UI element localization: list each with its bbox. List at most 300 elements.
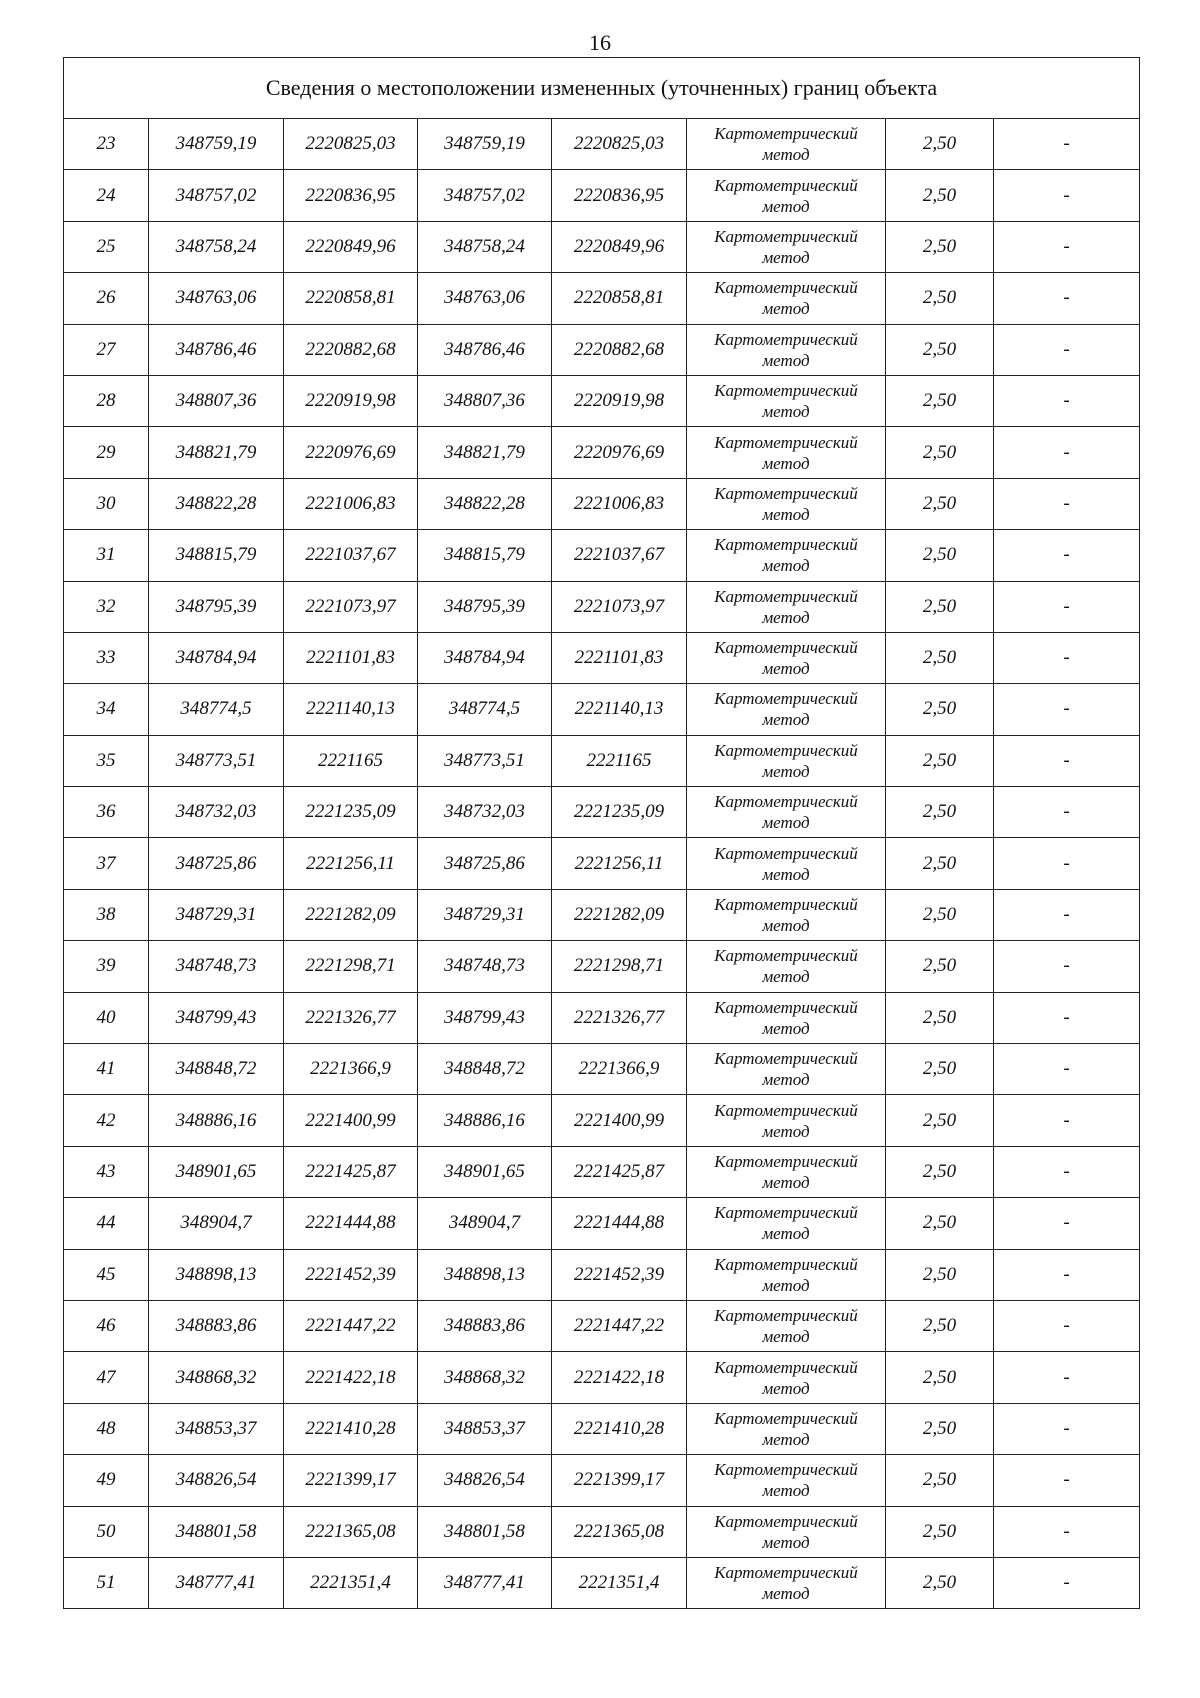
method-line-1: Картометрический	[714, 329, 858, 349]
table-row	[64, 787, 1140, 838]
table-row	[64, 1249, 1140, 1300]
description-cell: -	[994, 478, 1140, 529]
existing-y-cell: 2221037,67	[284, 530, 418, 581]
new-x-cell: 348759,19	[418, 119, 552, 170]
point-number-cell: 45	[64, 1249, 149, 1300]
method-line-2: метод	[762, 247, 810, 267]
existing-x-cell: 348848,72	[149, 1044, 284, 1095]
method-line-1: Картометрический	[714, 1460, 858, 1480]
point-number-cell: 41	[64, 1044, 149, 1095]
new-x-cell: 348774,5	[418, 684, 552, 735]
accuracy-cell: 2,50	[886, 530, 994, 581]
existing-x-cell: 348826,54	[149, 1455, 284, 1506]
method-cell	[687, 735, 886, 786]
existing-x-cell: 348795,39	[149, 581, 284, 632]
accuracy-cell: 2,50	[886, 1455, 994, 1506]
new-x-cell: 348901,65	[418, 1146, 552, 1197]
accuracy-cell: 2,50	[886, 1557, 994, 1608]
method-cell	[687, 787, 886, 838]
description-cell: -	[994, 170, 1140, 221]
method-line-1: Картометрический	[714, 997, 858, 1017]
description-cell: -	[994, 1557, 1140, 1608]
table-row	[64, 221, 1140, 272]
existing-x-cell: 348786,46	[149, 324, 284, 375]
new-x-cell: 348883,86	[418, 1300, 552, 1351]
existing-y-cell: 2221282,09	[284, 889, 418, 940]
table-row	[64, 478, 1140, 529]
existing-x-cell: 348904,7	[149, 1198, 284, 1249]
method-line-2: метод	[762, 1532, 810, 1552]
table-row	[64, 1300, 1140, 1351]
new-y-cell: 2221366,9	[552, 1044, 687, 1095]
new-y-cell: 2220919,98	[552, 375, 687, 426]
existing-y-cell: 2220858,81	[284, 273, 418, 324]
method-line-2: метод	[762, 607, 810, 627]
description-cell: -	[994, 684, 1140, 735]
accuracy-cell: 2,50	[886, 427, 994, 478]
method-cell	[687, 1455, 886, 1506]
method-line-1: Картометрический	[714, 586, 858, 606]
table-body	[64, 119, 1140, 1609]
table-row	[64, 273, 1140, 324]
existing-y-cell: 2221256,11	[284, 838, 418, 889]
description-cell: -	[994, 221, 1140, 272]
new-y-cell: 2221444,88	[552, 1198, 687, 1249]
new-y-cell: 2221165	[552, 735, 687, 786]
description-cell: -	[994, 735, 1140, 786]
point-number-cell: 26	[64, 273, 149, 324]
point-number-cell: 39	[64, 941, 149, 992]
method-line-2: метод	[762, 1378, 810, 1398]
existing-x-cell: 348822,28	[149, 478, 284, 529]
new-y-cell: 2221399,17	[552, 1455, 687, 1506]
table-row	[64, 838, 1140, 889]
new-x-cell: 348732,03	[418, 787, 552, 838]
method-cell	[687, 684, 886, 735]
new-x-cell: 348725,86	[418, 838, 552, 889]
method-cell	[687, 221, 886, 272]
table-row	[64, 1095, 1140, 1146]
existing-x-cell: 348898,13	[149, 1249, 284, 1300]
point-number-cell: 49	[64, 1455, 149, 1506]
point-number-cell: 47	[64, 1352, 149, 1403]
existing-y-cell: 2221326,77	[284, 992, 418, 1043]
method-cell	[687, 530, 886, 581]
table-row	[64, 735, 1140, 786]
point-number-cell: 46	[64, 1300, 149, 1351]
method-cell	[687, 1300, 886, 1351]
existing-y-cell: 2221399,17	[284, 1455, 418, 1506]
method-line-1: Картометрический	[714, 535, 858, 555]
accuracy-cell: 2,50	[886, 478, 994, 529]
method-line-2: метод	[762, 1429, 810, 1449]
existing-x-cell: 348729,31	[149, 889, 284, 940]
accuracy-cell: 2,50	[886, 889, 994, 940]
point-number-cell: 42	[64, 1095, 149, 1146]
point-number-cell: 38	[64, 889, 149, 940]
description-cell: -	[994, 838, 1140, 889]
existing-x-cell: 348853,37	[149, 1403, 284, 1454]
existing-x-cell: 348759,19	[149, 119, 284, 170]
method-cell	[687, 992, 886, 1043]
point-number-cell: 33	[64, 632, 149, 683]
method-line-2: метод	[762, 145, 810, 165]
method-line-1: Картометрический	[714, 124, 858, 144]
accuracy-cell: 2,50	[886, 273, 994, 324]
method-cell	[687, 889, 886, 940]
accuracy-cell: 2,50	[886, 1300, 994, 1351]
method-line-2: метод	[762, 299, 810, 319]
method-line-2: метод	[762, 761, 810, 781]
table-row	[64, 119, 1140, 170]
point-number-cell: 48	[64, 1403, 149, 1454]
existing-y-cell: 2221365,08	[284, 1506, 418, 1557]
method-cell	[687, 478, 886, 529]
existing-x-cell: 348901,65	[149, 1146, 284, 1197]
existing-y-cell: 2221447,22	[284, 1300, 418, 1351]
new-y-cell: 2221298,71	[552, 941, 687, 992]
accuracy-cell: 2,50	[886, 1095, 994, 1146]
new-x-cell: 348784,94	[418, 632, 552, 683]
method-line-2: метод	[762, 1481, 810, 1501]
method-line-2: метод	[762, 196, 810, 216]
description-cell: -	[994, 1249, 1140, 1300]
method-line-1: Картометрический	[714, 483, 858, 503]
point-number-cell: 50	[64, 1506, 149, 1557]
new-y-cell: 2221282,09	[552, 889, 687, 940]
point-number-cell: 40	[64, 992, 149, 1043]
new-y-cell: 2220825,03	[552, 119, 687, 170]
description-cell: -	[994, 1300, 1140, 1351]
description-cell: -	[994, 581, 1140, 632]
new-y-cell: 2221400,99	[552, 1095, 687, 1146]
description-cell: -	[994, 273, 1140, 324]
method-line-2: метод	[762, 1275, 810, 1295]
method-line-2: метод	[762, 916, 810, 936]
new-x-cell: 348795,39	[418, 581, 552, 632]
method-line-1: Картометрический	[714, 1563, 858, 1583]
existing-x-cell: 348725,86	[149, 838, 284, 889]
new-y-cell: 2221425,87	[552, 1146, 687, 1197]
existing-x-cell: 348774,5	[149, 684, 284, 735]
existing-x-cell: 348773,51	[149, 735, 284, 786]
method-line-1: Картометрический	[714, 689, 858, 709]
method-cell	[687, 1044, 886, 1095]
accuracy-cell: 2,50	[886, 1403, 994, 1454]
method-line-2: метод	[762, 1070, 810, 1090]
existing-x-cell: 348883,86	[149, 1300, 284, 1351]
new-x-cell: 348853,37	[418, 1403, 552, 1454]
method-cell	[687, 170, 886, 221]
table-row	[64, 375, 1140, 426]
existing-x-cell: 348758,24	[149, 221, 284, 272]
existing-y-cell: 2221452,39	[284, 1249, 418, 1300]
point-number-cell: 25	[64, 221, 149, 272]
accuracy-cell: 2,50	[886, 787, 994, 838]
description-cell: -	[994, 427, 1140, 478]
method-line-2: метод	[762, 659, 810, 679]
point-number-cell: 28	[64, 375, 149, 426]
description-cell: -	[994, 889, 1140, 940]
existing-y-cell: 2221410,28	[284, 1403, 418, 1454]
new-x-cell: 348777,41	[418, 1557, 552, 1608]
existing-x-cell: 348748,73	[149, 941, 284, 992]
existing-x-cell: 348807,36	[149, 375, 284, 426]
existing-x-cell: 348777,41	[149, 1557, 284, 1608]
accuracy-cell: 2,50	[886, 375, 994, 426]
table-row	[64, 889, 1140, 940]
existing-x-cell: 348763,06	[149, 273, 284, 324]
point-number-cell: 31	[64, 530, 149, 581]
table-row	[64, 530, 1140, 581]
new-x-cell: 348868,32	[418, 1352, 552, 1403]
existing-y-cell: 2221351,4	[284, 1557, 418, 1608]
accuracy-cell: 2,50	[886, 1506, 994, 1557]
new-y-cell: 2220849,96	[552, 221, 687, 272]
table-row	[64, 1198, 1140, 1249]
method-cell	[687, 838, 886, 889]
existing-x-cell: 348868,32	[149, 1352, 284, 1403]
table-row	[64, 581, 1140, 632]
table-row	[64, 1455, 1140, 1506]
accuracy-cell: 2,50	[886, 170, 994, 221]
new-y-cell: 2221256,11	[552, 838, 687, 889]
method-line-1: Картометрический	[714, 843, 858, 863]
new-y-cell: 2221140,13	[552, 684, 687, 735]
new-y-cell: 2221447,22	[552, 1300, 687, 1351]
new-y-cell: 2221235,09	[552, 787, 687, 838]
table-row	[64, 1146, 1140, 1197]
method-cell	[687, 1249, 886, 1300]
existing-y-cell: 2220825,03	[284, 119, 418, 170]
method-cell	[687, 273, 886, 324]
existing-y-cell: 2220976,69	[284, 427, 418, 478]
point-number-cell: 44	[64, 1198, 149, 1249]
new-x-cell: 348821,79	[418, 427, 552, 478]
new-y-cell: 2220882,68	[552, 324, 687, 375]
method-cell	[687, 632, 886, 683]
existing-x-cell: 348815,79	[149, 530, 284, 581]
method-cell	[687, 1506, 886, 1557]
new-y-cell: 2220976,69	[552, 427, 687, 478]
accuracy-cell: 2,50	[886, 221, 994, 272]
new-y-cell: 2221351,4	[552, 1557, 687, 1608]
existing-x-cell: 348784,94	[149, 632, 284, 683]
page-number: 16	[589, 30, 611, 55]
accuracy-cell: 2,50	[886, 1146, 994, 1197]
accuracy-cell: 2,50	[886, 735, 994, 786]
method-line-1: Картометрический	[714, 1100, 858, 1120]
description-cell: -	[994, 632, 1140, 683]
new-x-cell: 348904,7	[418, 1198, 552, 1249]
new-y-cell: 2221452,39	[552, 1249, 687, 1300]
description-cell: -	[994, 119, 1140, 170]
table-caption: Сведения о местоположении измененных (уточненных) границ объекта	[64, 58, 1140, 119]
method-cell	[687, 581, 886, 632]
new-y-cell: 2221422,18	[552, 1352, 687, 1403]
description-cell: -	[994, 1403, 1140, 1454]
existing-y-cell: 2221235,09	[284, 787, 418, 838]
method-line-1: Картометрический	[714, 1357, 858, 1377]
description-cell: -	[994, 1146, 1140, 1197]
new-y-cell: 2221073,97	[552, 581, 687, 632]
existing-x-cell: 348757,02	[149, 170, 284, 221]
method-cell	[687, 1352, 886, 1403]
description-cell: -	[994, 1352, 1140, 1403]
table-row	[64, 1506, 1140, 1557]
method-cell	[687, 427, 886, 478]
point-number-cell: 35	[64, 735, 149, 786]
method-cell	[687, 119, 886, 170]
new-x-cell: 348757,02	[418, 170, 552, 221]
method-line-1: Картометрический	[714, 1152, 858, 1171]
new-x-cell: 348773,51	[418, 735, 552, 786]
description-cell: -	[994, 1506, 1140, 1557]
method-cell	[687, 941, 886, 992]
method-cell	[687, 1403, 886, 1454]
new-y-cell: 2220858,81	[552, 273, 687, 324]
method-line-2: метод	[762, 1173, 810, 1192]
existing-y-cell: 2221422,18	[284, 1352, 418, 1403]
method-line-2: метод	[762, 504, 810, 524]
existing-y-cell: 2220836,95	[284, 170, 418, 221]
new-x-cell: 348786,46	[418, 324, 552, 375]
method-line-2: метод	[762, 402, 810, 422]
method-line-2: метод	[762, 1584, 810, 1604]
description-cell: -	[994, 1095, 1140, 1146]
existing-y-cell: 2221400,99	[284, 1095, 418, 1146]
method-line-1: Картометрический	[714, 946, 858, 966]
accuracy-cell: 2,50	[886, 838, 994, 889]
method-line-2: метод	[762, 1224, 810, 1244]
new-x-cell: 348763,06	[418, 273, 552, 324]
method-line-2: метод	[762, 864, 810, 884]
method-line-1: Картометрический	[714, 278, 858, 298]
new-y-cell: 2220836,95	[552, 170, 687, 221]
method-line-1: Картометрический	[714, 1306, 858, 1326]
method-line-2: метод	[762, 813, 810, 833]
method-cell	[687, 375, 886, 426]
accuracy-cell: 2,50	[886, 1352, 994, 1403]
method-cell	[687, 1557, 886, 1608]
new-x-cell: 348799,43	[418, 992, 552, 1043]
existing-y-cell: 2221140,13	[284, 684, 418, 735]
method-line-1: Картометрический	[714, 381, 858, 401]
existing-y-cell: 2221165	[284, 735, 418, 786]
accuracy-cell: 2,50	[886, 324, 994, 375]
existing-x-cell: 348801,58	[149, 1506, 284, 1557]
description-cell: -	[994, 992, 1140, 1043]
accuracy-cell: 2,50	[886, 632, 994, 683]
existing-y-cell: 2221101,83	[284, 632, 418, 683]
point-number-cell: 29	[64, 427, 149, 478]
method-line-1: Картометрический	[714, 1511, 858, 1531]
method-line-2: метод	[762, 967, 810, 987]
table-row	[64, 1557, 1140, 1608]
method-line-1: Картометрический	[714, 175, 858, 195]
table-row	[64, 1403, 1140, 1454]
new-y-cell: 2221326,77	[552, 992, 687, 1043]
point-number-cell: 37	[64, 838, 149, 889]
method-line-2: метод	[762, 1327, 810, 1347]
point-number-cell: 34	[64, 684, 149, 735]
description-cell: -	[994, 324, 1140, 375]
method-cell	[687, 324, 886, 375]
description-cell: -	[994, 787, 1140, 838]
new-x-cell: 348748,73	[418, 941, 552, 992]
point-number-cell: 24	[64, 170, 149, 221]
table-row	[64, 632, 1140, 683]
description-cell: -	[994, 1044, 1140, 1095]
existing-x-cell: 348732,03	[149, 787, 284, 838]
accuracy-cell: 2,50	[886, 581, 994, 632]
method-line-2: метод	[762, 350, 810, 370]
new-x-cell: 348758,24	[418, 221, 552, 272]
new-x-cell: 348807,36	[418, 375, 552, 426]
new-x-cell: 348898,13	[418, 1249, 552, 1300]
new-y-cell: 2221101,83	[552, 632, 687, 683]
table-row	[64, 684, 1140, 735]
new-y-cell: 2221006,83	[552, 478, 687, 529]
method-line-2: метод	[762, 453, 810, 473]
table-row	[64, 170, 1140, 221]
accuracy-cell: 2,50	[886, 1198, 994, 1249]
existing-y-cell: 2221073,97	[284, 581, 418, 632]
new-x-cell: 348729,31	[418, 889, 552, 940]
point-number-cell: 51	[64, 1557, 149, 1608]
existing-y-cell: 2221006,83	[284, 478, 418, 529]
method-line-1: Картометрический	[714, 1049, 858, 1069]
new-x-cell: 348815,79	[418, 530, 552, 581]
method-line-2: метод	[762, 1018, 810, 1038]
existing-y-cell: 2220849,96	[284, 221, 418, 272]
method-line-1: Картометрический	[714, 1254, 858, 1274]
accuracy-cell: 2,50	[886, 1249, 994, 1300]
new-y-cell: 2221410,28	[552, 1403, 687, 1454]
new-x-cell: 348801,58	[418, 1506, 552, 1557]
new-x-cell: 348822,28	[418, 478, 552, 529]
point-number-cell: 27	[64, 324, 149, 375]
method-line-1: Картометрический	[714, 792, 858, 812]
method-line-1: Картометрический	[714, 895, 858, 915]
description-cell: -	[994, 375, 1140, 426]
method-line-1: Картометрический	[714, 1203, 858, 1223]
new-x-cell: 348886,16	[418, 1095, 552, 1146]
point-number-cell: 23	[64, 119, 149, 170]
existing-y-cell: 2221298,71	[284, 941, 418, 992]
point-number-cell: 36	[64, 787, 149, 838]
new-x-cell: 348826,54	[418, 1455, 552, 1506]
existing-x-cell: 348799,43	[149, 992, 284, 1043]
accuracy-cell: 2,50	[886, 1044, 994, 1095]
method-line-1: Картометрический	[714, 226, 858, 246]
existing-y-cell: 2220919,98	[284, 375, 418, 426]
point-number-cell: 30	[64, 478, 149, 529]
description-cell: -	[994, 530, 1140, 581]
table-row	[64, 427, 1140, 478]
method-line-2: метод	[762, 710, 810, 730]
method-line-2: метод	[762, 556, 810, 576]
existing-y-cell: 2221425,87	[284, 1146, 418, 1197]
table-row	[64, 941, 1140, 992]
existing-x-cell: 348821,79	[149, 427, 284, 478]
accuracy-cell: 2,50	[886, 119, 994, 170]
existing-y-cell: 2221366,9	[284, 1044, 418, 1095]
point-number-cell: 32	[64, 581, 149, 632]
method-line-2: метод	[762, 1121, 810, 1141]
existing-y-cell: 2220882,68	[284, 324, 418, 375]
new-y-cell: 2221365,08	[552, 1506, 687, 1557]
